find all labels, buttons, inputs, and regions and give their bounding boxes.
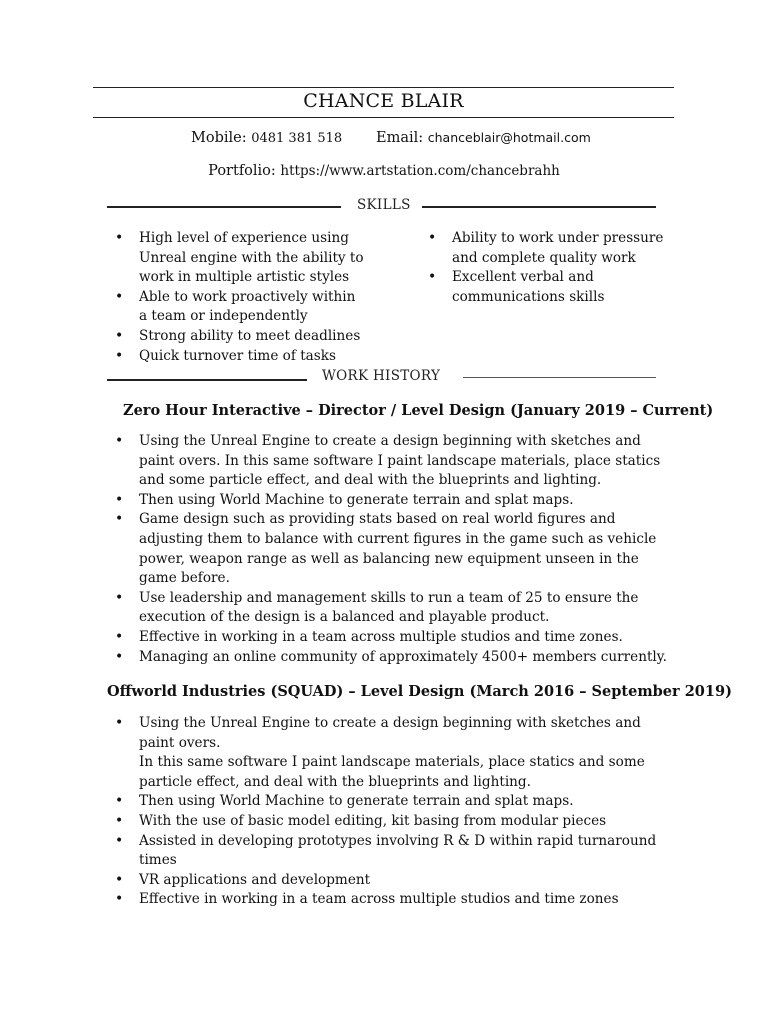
list-item: • Able to work proactively within a team or independently [115, 288, 365, 327]
header-top-rule [93, 87, 674, 88]
portfolio-link[interactable]: https://www.artstation.com/chancebrahh [280, 163, 560, 179]
list-item: • High level of experience using Unreal engine with the ability to work in multiple artistic styles [115, 229, 365, 288]
work-history-heading: WORK HISTORY [322, 368, 441, 384]
mobile-label: Mobile: [191, 130, 247, 146]
job-bullets [115, 714, 680, 910]
skills-rule-right [422, 206, 656, 208]
work-history-rule-left [107, 379, 307, 381]
mobile-contact [191, 130, 342, 146]
bullet-continuation: In this same software I paint landscape materials, place statics and some particle effect, and deal with the blueprints and lighting. [139, 754, 645, 790]
portfolio-row [0, 163, 768, 179]
list-item: • Managing an online community of approximately 4500+ members currently. [115, 648, 675, 668]
list-item: • Effective in working in a team across multiple studios and time zones. [115, 628, 675, 648]
email-contact [376, 130, 591, 146]
skills-rule-left [107, 206, 341, 208]
list-item: • Use leadership and management skills to run a team of 25 to ensure the execution of the design is a balanced and playable product. [115, 589, 675, 628]
job-title: Offworld Industries (SQUAD) – Level Design (March 2016 – September 2019) [107, 683, 732, 700]
list-item: • Ability to work under pressure and complete quality work [428, 229, 668, 268]
candidate-name: CHANCE BLAIR [303, 90, 464, 112]
list-item: • Then using World Machine to generate terrain and splat maps. [115, 792, 680, 812]
skills-list-left [115, 229, 365, 366]
job-bullets [115, 432, 675, 667]
job-title: Zero Hour Interactive – Director / Level Design (January 2019 – Current) [123, 402, 714, 419]
skills-heading: SKILLS [357, 197, 411, 213]
list-item: • Strong ability to meet deadlines [115, 327, 365, 347]
list-item [115, 714, 680, 792]
portfolio-label: Portfolio: [208, 163, 276, 179]
list-item: • With the use of basic model editing, kit basing from modular pieces [115, 812, 680, 832]
bullet-text: Using the Unreal Engine to create a design beginning with sketches and paint overs. [139, 715, 641, 751]
list-item: • Then using World Machine to generate terrain and splat maps. [115, 491, 675, 511]
list-item: • Effective in working in a team across multiple studios and time zones [115, 890, 680, 910]
header-bottom-rule [93, 117, 674, 118]
list-item: • VR applications and development [115, 871, 680, 891]
list-item: • Quick turnover time of tasks [115, 347, 365, 367]
mobile-value: 0481 381 518 [251, 131, 343, 146]
list-item: • Using the Unreal Engine to create a design beginning with sketches and paint overs. In this same software I paint landscape materials, place statics and some particle effect, and deal with the blueprints and lighting. [115, 432, 675, 491]
work-history-rule-right [463, 377, 656, 378]
list-item: • Assisted in developing prototypes involving R & D within rapid turnaround times [115, 832, 680, 871]
email-label: Email: [376, 130, 424, 146]
list-item: • Excellent verbal and communications skills [428, 268, 668, 307]
list-item: • Game design such as providing stats based on real world figures and adjusting them to balance with current figures in the game such as vehicle power, weapon range as well as balancing new equipment unseen in the game before. [115, 510, 675, 588]
email-value[interactable]: chanceblair@hotmail.com [427, 130, 591, 145]
skills-list-right [428, 229, 668, 307]
